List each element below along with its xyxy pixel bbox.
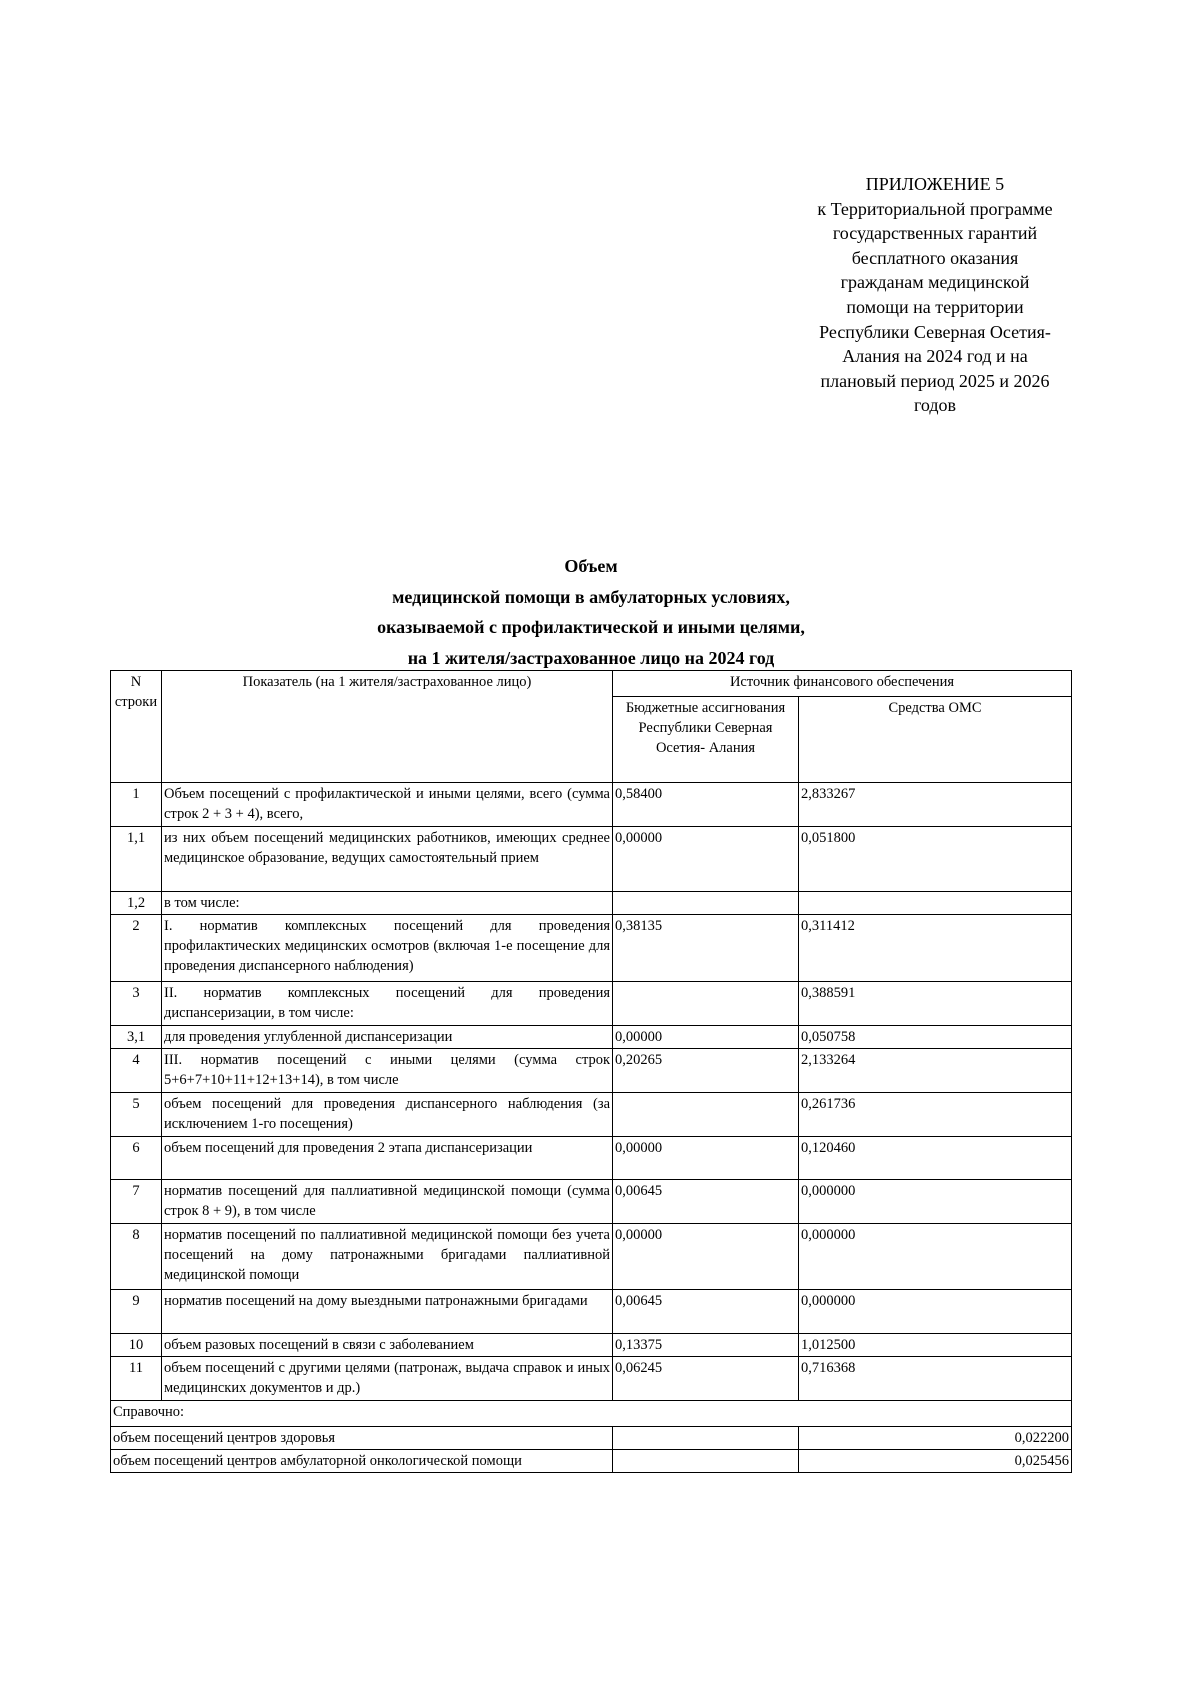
table-row (111, 827, 1072, 892)
row-budget-value: 0,00645 (613, 1290, 799, 1334)
row-indicator: I. норматив комплексных посещений для проведения профилактических медицинских осмотров (включая 1-е посещение для проведения диспансерного наблюдения) (162, 915, 613, 982)
table-row (111, 1093, 1072, 1137)
appendix-line: гражданам медицинской (840, 272, 1030, 293)
row-indicator: объем разовых посещений в связи с заболеванием (162, 1334, 613, 1357)
reference-indicator: объем посещений центров амбулаторной онкологической помощи (111, 1450, 613, 1473)
reference-label-row (111, 1401, 1072, 1427)
table-row (111, 1049, 1072, 1093)
table-row (111, 1334, 1072, 1357)
row-oms-value: 0,716368 (799, 1357, 1072, 1401)
row-budget-value (613, 982, 799, 1026)
row-oms-value: 1,012500 (799, 1334, 1072, 1357)
row-budget-value: 0,00000 (613, 1224, 799, 1290)
row-budget-value (613, 892, 799, 915)
row-budget-value: 0,38135 (613, 915, 799, 982)
row-number: 3 (111, 982, 162, 1026)
row-number: 4 (111, 1049, 162, 1093)
appendix-line: государственных гарантий (832, 223, 1038, 244)
appendix-line: помощи на территории (846, 296, 1024, 317)
reference-row (111, 1427, 1072, 1450)
row-number: 3,1 (111, 1026, 162, 1049)
row-oms-value: 0,120460 (799, 1137, 1072, 1180)
header-funding-source: Источник финансового обеспечения (613, 671, 1072, 697)
row-budget-value: 0,13375 (613, 1334, 799, 1357)
appendix-line: к Территориальной программе (817, 198, 1053, 219)
reference-oms-value: 0,025456 (799, 1450, 1072, 1473)
row-number: 11 (111, 1357, 162, 1401)
row-number: 1 (111, 783, 162, 827)
table-header-row (111, 671, 1072, 697)
volume-table (110, 670, 1072, 1473)
row-budget-value: 0,58400 (613, 783, 799, 827)
row-indicator: норматив посещений по паллиативной медицинской помощи без учета посещений на дому патронажными бригадами паллиативной медицинской помощи (162, 1224, 613, 1290)
row-number: 2 (111, 915, 162, 982)
row-indicator: для проведения углубленной диспансеризации (162, 1026, 613, 1049)
table-row (111, 1224, 1072, 1290)
table-row (111, 1137, 1072, 1180)
appendix-line: ПРИЛОЖЕНИЕ 5 (865, 174, 1005, 194)
row-indicator: норматив посещений на дому выездными патронажными бригадами (162, 1290, 613, 1334)
row-budget-value: 0,06245 (613, 1357, 799, 1401)
row-oms-value (799, 892, 1072, 915)
appendix-line: плановый период 2025 и 2026 (820, 370, 1050, 391)
row-oms-value: 0,000000 (799, 1290, 1072, 1334)
appendix-header (790, 172, 1080, 418)
row-budget-value (613, 1093, 799, 1137)
appendix-line: Алания на 2024 год и на (842, 346, 1028, 367)
row-budget-value: 0,00000 (613, 827, 799, 892)
row-oms-value: 2,133264 (799, 1049, 1072, 1093)
table-row (111, 892, 1072, 915)
row-oms-value: 0,261736 (799, 1093, 1072, 1137)
row-indicator: в том числе: (162, 892, 613, 915)
row-budget-value: 0,00645 (613, 1180, 799, 1224)
header-indicator: Показатель (на 1 жителя/застрахованное лицо) (162, 671, 613, 783)
title-line: Объем (564, 556, 618, 576)
row-number: 5 (111, 1093, 162, 1137)
row-number: 1,1 (111, 827, 162, 892)
header-oms: Средства ОМС (799, 697, 1072, 783)
row-number: 9 (111, 1290, 162, 1334)
table-row (111, 783, 1072, 827)
row-number: 8 (111, 1224, 162, 1290)
row-indicator: объем посещений с другими целями (патронаж, выдача справок и иных медицинских документов и др.) (162, 1357, 613, 1401)
row-indicator: объем посещений для проведения диспансерного наблюдения (за исключением 1-го посещения) (162, 1093, 613, 1137)
header-budget: Бюджетные ассигнования Республики Северная Осетия- Алания (613, 697, 799, 783)
row-indicator: объем посещений для проведения 2 этапа диспансеризации (162, 1137, 613, 1180)
table-row (111, 1026, 1072, 1049)
row-oms-value: 0,000000 (799, 1180, 1072, 1224)
appendix-line: бесплатного оказания (851, 247, 1019, 268)
row-indicator: II. норматив комплексных посещений для проведения диспансеризации, в том числе: (162, 982, 613, 1026)
table-row (111, 1180, 1072, 1224)
row-number: 7 (111, 1180, 162, 1224)
title-line: медицинской помощи в амбулаторных условиях, (392, 586, 790, 607)
reference-budget-value (613, 1427, 799, 1450)
appendix-line: годов (913, 395, 957, 416)
row-budget-value: 0,00000 (613, 1026, 799, 1049)
document-title (111, 551, 1071, 673)
table-row (111, 982, 1072, 1026)
title-line: оказываемой с профилактической и иными целями, (377, 617, 805, 637)
reference-indicator: объем посещений центров здоровья (111, 1427, 613, 1450)
row-indicator: III. норматив посещений с иными целями (сумма строк 5+6+7+10+11+12+13+14), в том числе (162, 1049, 613, 1093)
reference-budget-value (613, 1450, 799, 1473)
table-row (111, 1357, 1072, 1401)
row-indicator: Объем посещений с профилактической и иными целями, всего (сумма строк 2 + 3 + 4), всего, (162, 783, 613, 827)
row-number: 6 (111, 1137, 162, 1180)
table-row (111, 915, 1072, 982)
appendix-line: Республики Северная Осетия- (819, 321, 1051, 342)
row-budget-value: 0,20265 (613, 1049, 799, 1093)
row-number: 10 (111, 1334, 162, 1357)
row-oms-value: 0,051800 (799, 827, 1072, 892)
row-oms-value: 0,388591 (799, 982, 1072, 1026)
row-budget-value: 0,00000 (613, 1137, 799, 1180)
row-oms-value: 0,050758 (799, 1026, 1072, 1049)
row-number: 1,2 (111, 892, 162, 915)
row-oms-value: 2,833267 (799, 783, 1072, 827)
header-row-number: N строки (111, 671, 162, 783)
row-indicator: из них объем посещений медицинских работников, имеющих среднее медицинское образование, ведущих самостоятельный прием (162, 827, 613, 892)
title-line: на 1 жителя/застрахованное лицо на 2024 год (407, 647, 775, 668)
row-oms-value: 0,000000 (799, 1224, 1072, 1290)
reference-row (111, 1450, 1072, 1473)
row-indicator: норматив посещений для паллиативной медицинской помощи (сумма строк 8 + 9), в том числе (162, 1180, 613, 1224)
row-oms-value: 0,311412 (799, 915, 1072, 982)
reference-label: Справочно: (111, 1401, 1072, 1427)
table-row (111, 1290, 1072, 1334)
reference-oms-value: 0,022200 (799, 1427, 1072, 1450)
